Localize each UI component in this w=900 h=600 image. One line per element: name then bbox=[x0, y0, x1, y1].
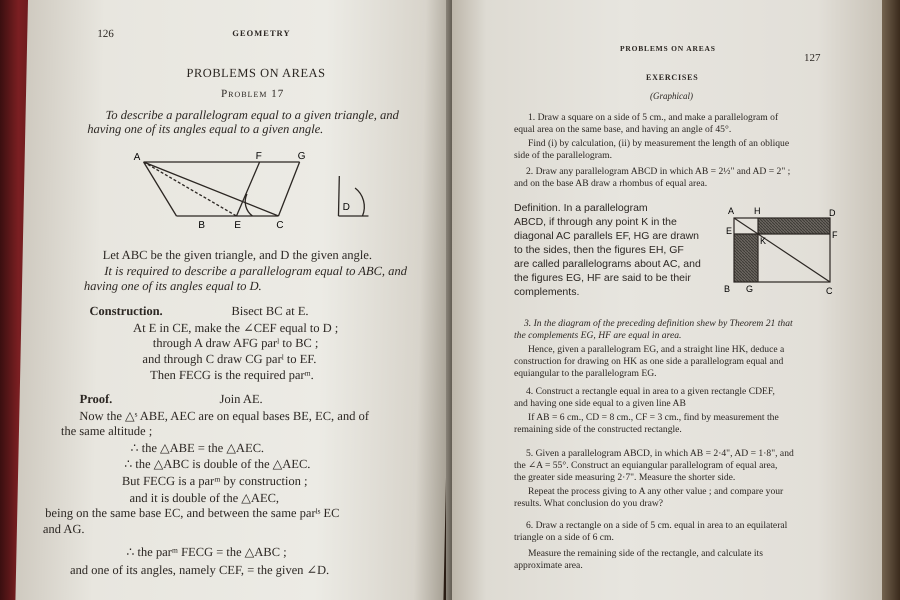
proof-line: and it is double of the △AEC, bbox=[129, 491, 280, 505]
exercise-1-line: Find (i) by calculation, (ii) by measurement the length of an oblique bbox=[528, 138, 790, 149]
exercise-5-line: Repeat the process giving to A any other value ; and compare your bbox=[528, 486, 784, 497]
figure-label-a: A bbox=[133, 152, 141, 163]
construction-line: through A draw AFG parˡ to BC ; bbox=[152, 336, 319, 350]
exercise-3-line: Hence, given a parallelogram EG, and a straight line HK, deduce a bbox=[528, 344, 785, 355]
page-number: 127 bbox=[804, 52, 821, 64]
exercise-5-line: the greater side measuring 2·7". Measure the shorter side. bbox=[514, 472, 736, 483]
left-page bbox=[15, 0, 456, 600]
proof-line: Now the △ˢ ABE, AEC are on equal bases BE, EC, and of bbox=[79, 409, 370, 423]
proof-line: But FECG is a parᵐ by construction ; bbox=[121, 474, 308, 488]
def-label-f: F bbox=[832, 230, 838, 240]
exercise-3-line: the complements EG, HF are equal in area. bbox=[514, 330, 682, 341]
def-label-d: D bbox=[829, 208, 836, 218]
proof-line: ∴ the △ABE = the △AEC. bbox=[130, 441, 265, 455]
definition-line: the figures EG, HF are said to be their bbox=[514, 272, 691, 284]
running-head: PROBLEMS ON AREAS bbox=[620, 44, 716, 53]
construction-line: and through C draw CG parˡ to EF. bbox=[142, 352, 317, 366]
proof-line: the same altitude ; bbox=[60, 424, 153, 438]
exercise-6-line: triangle on a side of 6 cm. bbox=[514, 532, 614, 543]
problem-label: Problem 17 bbox=[220, 88, 285, 100]
exercise-1-line: 1. Draw a square on a side of 5 cm., and make a parallelogram of bbox=[528, 112, 779, 123]
exercise-3-line: construction for drawing on HK as one side a parallelogram equal and bbox=[514, 356, 784, 367]
construction-line: Then FECG is the required parᵐ. bbox=[149, 368, 315, 382]
definition-line: are called parallelograms about AC, and bbox=[514, 258, 701, 270]
exercise-4-line: remaining side of the constructed rectangle. bbox=[514, 424, 682, 435]
exercise-4-line: 4. Construct a rectangle equal in area to a given rectangle CDEF, bbox=[526, 386, 775, 397]
exercise-5-line: results. What conclusion do you draw? bbox=[514, 498, 664, 509]
let-line: Let ABC be the given triangle, and D the given angle. bbox=[102, 248, 373, 262]
def-label-a: A bbox=[728, 206, 735, 216]
exercise-3-line: equiangular to the parallelogram EG. bbox=[514, 368, 657, 379]
construction-label: Construction. bbox=[89, 304, 163, 318]
required-line: having one of its angles equal to D. bbox=[83, 279, 262, 293]
definition-figure bbox=[724, 204, 844, 298]
figure-label-g: G bbox=[297, 151, 306, 162]
exercise-6-line: approximate area. bbox=[514, 560, 583, 571]
proof-line: ∴ the parᵐ FECG = the △ABC ; bbox=[126, 545, 287, 559]
exercise-2-line: and on the base AB draw a rhombus of equal area. bbox=[514, 178, 708, 189]
exercise-4-line: If AB = 6 cm., CD = 8 cm., CF = 3 cm., find by measurement the bbox=[528, 412, 779, 423]
figure-label-f: F bbox=[255, 151, 262, 162]
exercise-1-line: equal area on the same base, and having an angle of 45°. bbox=[514, 124, 732, 135]
exercise-3-line: 3. In the diagram of the preceding definition shew by Theorem 21 that bbox=[524, 318, 793, 329]
figure-label-e: E bbox=[234, 220, 242, 231]
angle-label-d: D bbox=[342, 202, 351, 213]
construction-line: At E in CE, make the ∠CEF equal to D ; bbox=[132, 321, 339, 335]
proof-line: Join AE. bbox=[219, 392, 263, 406]
definition-line: complements. bbox=[514, 286, 580, 298]
proof-line: and one of its angles, namely CEF, = the given ∠D. bbox=[69, 563, 330, 577]
right-page bbox=[452, 0, 882, 600]
exercise-1-line: side of the parallelogram. bbox=[514, 150, 613, 161]
definition-line: diagonal AC parallels EF, HG are drawn bbox=[514, 230, 700, 242]
def-label-h: H bbox=[754, 206, 761, 216]
exercise-6-line: 6. Draw a rectangle on a side of 5 cm. equal in area to an equilateral bbox=[526, 520, 788, 531]
definition-line: ABCD, if through any point K in the bbox=[514, 216, 677, 228]
page-number: 126 bbox=[97, 28, 114, 40]
definition-line: Definition. In a parallelogram bbox=[514, 202, 648, 214]
exercise-2-line: 2. Draw any parallelogram ABCD in which AB = 2½" and AD = 2" ; bbox=[526, 166, 791, 177]
exercise-4-line: and having one side equal to a given line AB bbox=[514, 398, 686, 409]
definition-line: to the sides, then the figures EH, GF bbox=[514, 244, 684, 256]
exercise-5-line: the ∠A = 55°. Construct an equiangular parallelogram of equal area, bbox=[514, 460, 778, 471]
proof-label: Proof. bbox=[79, 392, 113, 406]
problem-statement-line: To describe a parallelogram equal to a given triangle, and bbox=[105, 108, 400, 122]
figure-label-c: C bbox=[276, 220, 284, 231]
proof-line: and AG. bbox=[42, 522, 85, 536]
problem-statement-line: having one of its angles equal to a given angle. bbox=[87, 122, 324, 136]
exercise-6-line: Measure the remaining side of the rectangle, and calculate its bbox=[528, 548, 763, 559]
def-label-c: C bbox=[826, 286, 833, 296]
construction-line: Bisect BC at E. bbox=[231, 304, 309, 318]
book-cover-edge-right bbox=[880, 0, 900, 600]
proof-line: ∴ the △ABC is double of the △AEC. bbox=[124, 457, 311, 471]
proof-line: being on the same base EC, and between the same parˡˢ EC bbox=[45, 506, 340, 520]
def-label-b: B bbox=[724, 284, 731, 294]
exercises-title: EXERCISES bbox=[646, 73, 699, 82]
construction-figure bbox=[128, 148, 380, 232]
def-label-k: K bbox=[760, 236, 767, 246]
figure-label-b: B bbox=[198, 220, 206, 231]
running-head: GEOMETRY bbox=[232, 28, 291, 38]
exercises-subtitle: (Graphical) bbox=[650, 91, 693, 101]
required-line: It is required to describe a parallelogram equal to ABC, and bbox=[104, 264, 408, 278]
def-label-g: G bbox=[746, 284, 754, 294]
def-label-e: E bbox=[726, 226, 733, 236]
page-title: PROBLEMS ON AREAS bbox=[186, 66, 326, 80]
exercise-5-line: 5. Given a parallelogram ABCD, in which AB = 2·4", AD = 1·8", and bbox=[526, 448, 794, 459]
